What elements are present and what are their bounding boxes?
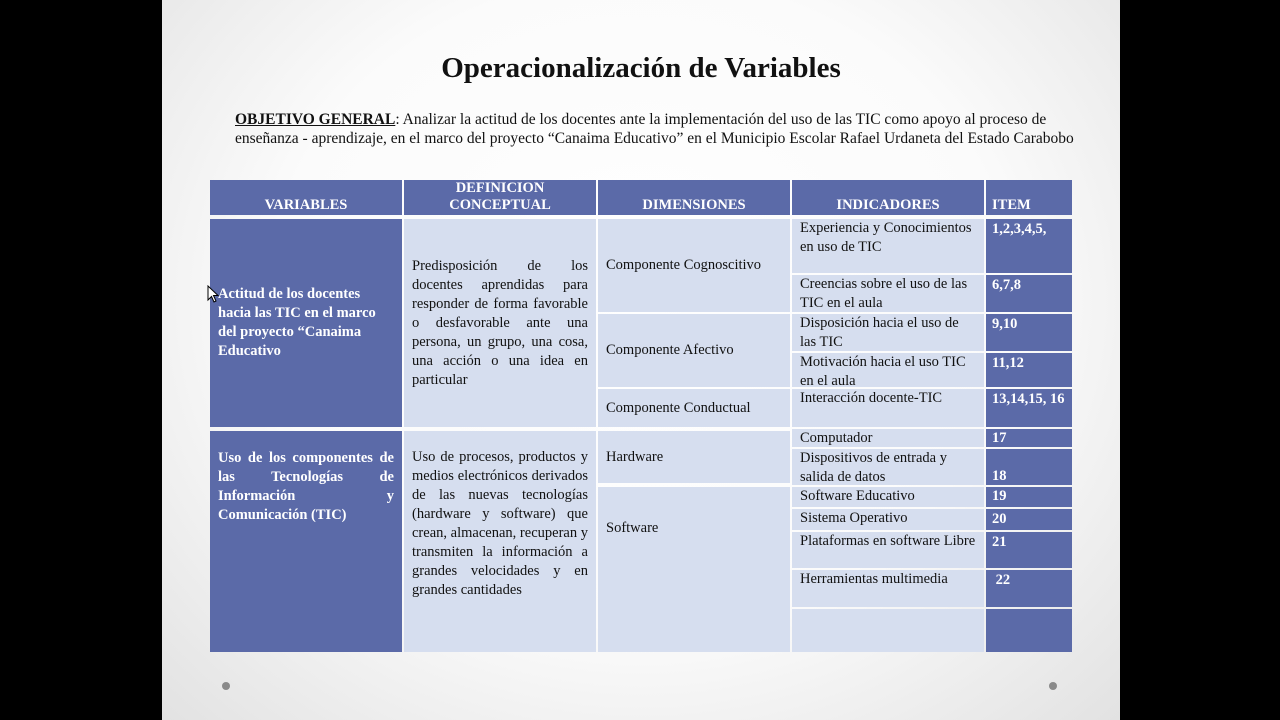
- dimension-cell: Software: [598, 487, 790, 652]
- item-cell: 18: [986, 449, 1072, 485]
- variable-cell: Actitud de los docentes hacia las TIC en el marco del proyecto “Canaima Educativo: [210, 219, 402, 427]
- slide-title: Operacionalización de Variables: [441, 52, 841, 84]
- header-definicion: DEFINICION CONCEPTUAL: [404, 180, 596, 215]
- item-cell: 1,2,3,4,5,: [986, 219, 1072, 273]
- dimension-cell: Componente Afectivo: [598, 314, 790, 387]
- header-indicadores: INDICADORES: [792, 180, 984, 215]
- item-cell: 9,10: [986, 314, 1072, 351]
- item-cell: 6,7,8: [986, 275, 1072, 312]
- dimension-cell: Hardware: [598, 431, 790, 483]
- dimension-cell: Componente Cognoscitivo: [598, 219, 790, 312]
- nav-dot-right-icon: [1049, 682, 1057, 690]
- indicator-cell: Sistema Operativo: [792, 509, 984, 530]
- header-dimensiones: DIMENSIONES: [598, 180, 790, 215]
- indicator-cell: Plataformas en software Libre: [792, 532, 984, 568]
- indicator-cell: Software Educativo: [792, 487, 984, 507]
- indicator-cell-empty: [792, 609, 984, 652]
- header-variables: VARIABLES: [210, 180, 402, 215]
- item-cell: 20: [986, 509, 1072, 530]
- indicator-cell: Disposición hacia el uso de las TIC: [792, 314, 984, 351]
- indicator-cell: Interacción docente-TIC: [792, 389, 984, 427]
- objective-label: OBJETIVO GENERAL: [235, 111, 396, 128]
- item-cell: 13,14,15, 16: [986, 389, 1072, 427]
- indicator-cell: Creencias sobre el uso de las TIC en el aula: [792, 275, 984, 312]
- indicator-cell: Experiencia y Conocimientos en uso de TIC: [792, 219, 984, 273]
- item-cell: 11,12: [986, 353, 1072, 387]
- mouse-cursor-icon: [207, 285, 219, 305]
- item-cell: 21: [986, 532, 1072, 568]
- indicator-cell: Motivación hacia el uso TIC en el aula: [792, 353, 984, 387]
- indicator-cell: Computador: [792, 429, 984, 447]
- indicator-cell: Herramientas multimedia: [792, 570, 984, 607]
- definition-cell: Uso de procesos, productos y medios electrónicos derivados de las nuevas tecnologías (hardware y software) que crean, almacenan, recuperan y transmiten la información a grandes velocidades y en grandes cantidades: [404, 431, 596, 652]
- item-cell: 17: [986, 429, 1072, 447]
- definition-cell: Predisposición de los docentes aprendidas para responder de forma favorable o desfavorable ante una persona, un grupo, una cosa, una acción o una idea en particular: [404, 219, 596, 427]
- nav-dot-left-icon: [222, 682, 230, 690]
- item-cell: 19: [986, 487, 1072, 507]
- item-cell: 22: [986, 570, 1072, 607]
- header-item: ITEM: [986, 180, 1072, 215]
- variable-cell: Uso de los componentes de las Tecnologías de Información y Comunicación (TIC): [210, 431, 402, 652]
- objective-paragraph: [235, 110, 1075, 148]
- dimension-cell: Componente Conductual: [598, 389, 790, 427]
- objective-text: : Analizar la actitud de los docentes ante la implementación del uso de las TIC como apoyo al proceso de enseñanza - aprendizaje, en el marco del proyecto “Canaima Educativo” en el Municipio Escolar Rafael Urdaneta del Estado Carabobo: [235, 111, 1074, 147]
- item-cell-empty: [986, 609, 1072, 652]
- indicator-cell: Dispositivos de entrada y salida de datos: [792, 449, 984, 485]
